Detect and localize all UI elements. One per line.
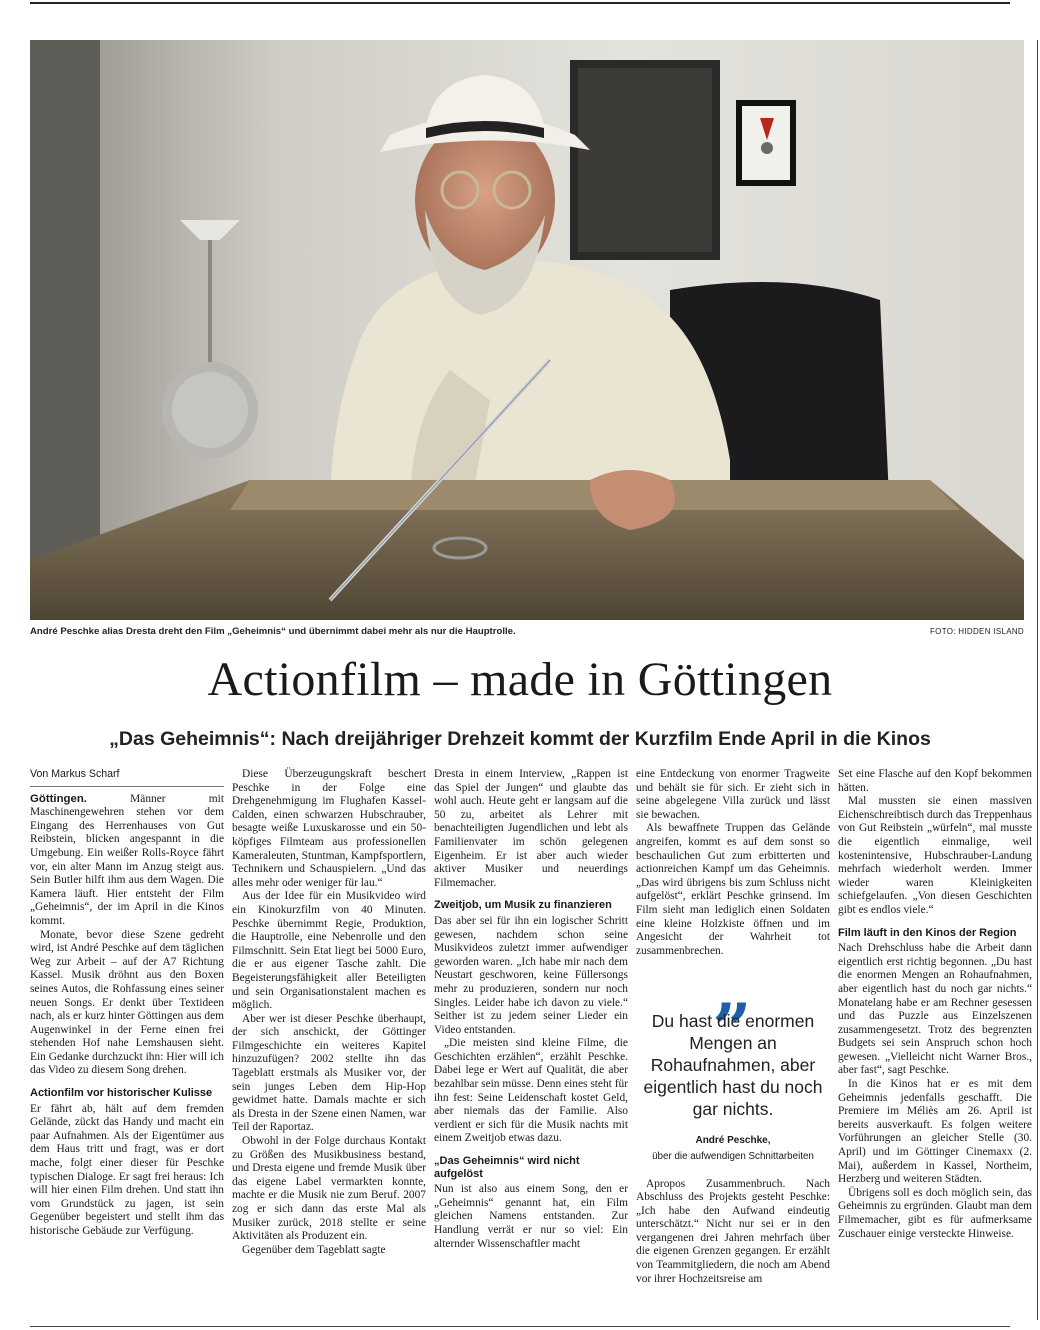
article-column-3 [434, 768, 628, 1251]
paragraph: Dresta in einem Interview, „Rappen ist das Spiel der Jungen“ und glaubte das wohl auch. Heute geht er langsam auf die 50 zu, arbeitet als Lehrer mit benachteiligten Jugendlichen und lebt als Familienvater im schön gelegenen Eigenheim. Er ist aber auch wieder aktiver Musiker und neuerdings Filmemacher. [434, 768, 628, 889]
article-column-5 [838, 768, 1032, 1241]
paragraph: Mal mussten sie einen massiven Eichenschreibtisch durch das Treppenhaus von Gut Reibstein „würfeln“, mal musste die eigentlich einmalige, weil kostenintensive, Hubschrauber-Landung mehrfach wiederholt werden. Immer wieder waren Kleinigkeiten schiefgelaufen. „Von diesen Geschichten gibt es endlos viele.“ [838, 795, 1032, 916]
paragraph: Monate, bevor diese Szene gedreht wird, ist André Peschke auf dem täglichen Weg zur Arbeit – auf der A7 Richtung Kassel. Musik dröhnt aus den Boxen seines Autos, die Rohfassung eines seiner neuen Songs. Er denkt über Textideen nach, als er kurz hinter Göttingen aus dem Augenwinkel in der Ferne einen frei stehenden Hof nahe Lemshausen sieht. Ein Gedanke durchzuckt ihn: Hier will ich das Video zu diesem Song drehen. [30, 928, 224, 1077]
paragraph: In die Kinos hat er es mit dem Geheimnis jedenfalls geschafft. Die Premiere im Méliès am 26. April ist bereits ausverkauft. Es folgen weitere Vorführungen an gleicher Stelle (30. April) und im Göttinger Cinemaxx (2. Mai), außerdem in Kassel, Northeim, Herzberg und weiteren Städten. [838, 1078, 1032, 1186]
paragraph: Aber wer ist dieser Peschke überhaupt, der sich anschickt, der Göttinger Filmgeschichte ein weiteres Kapitel hinzuzufügen? 2002 stellte ihn das Tageblatt erstmals als Musiker vor, der sein junges Leben dem Hip-Hop gewidmet hatte. Damals machte er sich als Dresta in der Szene einen Namen, war Teil der Raportaz. [232, 1012, 426, 1134]
section-heading: Actionfilm vor historischer Kulisse [30, 1087, 213, 1100]
section-heading: Film läuft in den Kinos der Region [838, 926, 1017, 939]
subheadline: „Das Geheimnis“: Nach dreijähriger Drehzeit kommt der Kurzfilm Ende April in die Kinos [109, 728, 931, 750]
paragraph: Diese Überzeugungskraft beschert Peschke in der Folge eine Drehgenehmigung im Flughafen Kassel-Calden, einen schwarzen Hubschrauber, besagte weiße Luxuskarosse und ein 50-köpfiges Filmteam aus professionellen Kameraleuten, Stuntman, Kampfsportlern, Technikern und Schauspielern. „Und das alles mehr oder weniger für lau.“ [232, 768, 426, 889]
article-photo [30, 40, 1024, 620]
paragraph: Nach Drehschluss habe die Arbeit dann eigentlich erst richtig begonnen. „Du hast die enormen Mengen an Rohaufnahmen, aber eigentlich hast du noch gar nichts.“ Monatelang habe er am Rechner gesessen und das Puzzle aus Einzelszenen zusammengesetzt. Trotz des begrenzten Budgets sei sein Anspruch schon hoch gewesen. „Vielleicht nicht Warner Bros., aber fast“, sagt Peschke. [838, 942, 1032, 1077]
quote-text: Du hast die enormen Mengen an Rohaufnahmen, aber eigentlich hast du noch gar nichts. [643, 1011, 823, 1120]
paragraph: Er fährt ab, hält auf dem fremden Gelände, zückt das Handy und macht ein paar Aufnahmen. Als der Eigentümer aus dem Haus tritt und fragt, was er dort mache, folgt einer dieser für Peschke typischen Dialoge. Er sagt frei heraus: Ich will hier einen Film drehen. Und statt ihn vom Grundstück zu jagen, ist sein Gegenüber begeistert und stellt ihm das historische Gebäude zur Verfügung. [30, 1102, 224, 1237]
article-column-4 [636, 768, 830, 1286]
byline: Von Markus Scharf [30, 768, 224, 787]
section-heading: Zweitjob, um Musik zu finanzieren [434, 899, 612, 912]
paragraph: „Die meisten sind kleine Filme, die Geschichten erzählen“, erzählt Peschke. Dabei lege er Wert auf Qualität, die aber bezahlbar sein müsse. Denn eines steht für ihn fest: Seine Leidenschaft kostet Geld, aber niemals das der Familie. Also verdient er sich für die Musik nachts mit einem Zweitjob etwas dazu. [434, 1037, 628, 1145]
paragraph: Das aber sei für ihn ein logischer Schritt gewesen, nachdem schon seine Musikvideos zuletzt immer aufwendiger geworden waren. „Ich habe mir nach dem Neustart geschworen, keine Füllersongs mehr zu produzieren, sondern nur noch Singles. Leider habe ich davon zu viele.“ Seither ist zu jedem seiner Lieder ein Video entstanden. [434, 914, 628, 1036]
photo-caption [30, 624, 1024, 640]
caption-text: André Peschke alias Dresta dreht den Film „Geheimnis“ und übernimmt dabei mehr als nur die Hauptrolle. [30, 626, 516, 637]
section-heading: „Das Geheimnis“ wird nicht aufgelöst [434, 1155, 580, 1180]
paragraph: Nun ist also aus einem Song, den er „Geheimnis“ genannt hat, ein Film gleichen Namens entstanden. Zur Handlung verrät er nur so viel: Ein alternder Wissenschaftler macht [434, 1183, 628, 1250]
photo-credit: FOTO: HIDDEN ISLAND [929, 627, 1024, 636]
paragraph: Obwohl in der Folge durchaus Kontakt zu Größen des Musikbusiness bestand, und Dresta eigene und fremde Musik über das eigene Label vermarkten konnte, machte er die Musik nie zum Beruf. 2007 zog er sich dann das erste Mal als Musiker zurück, 2018 stellte er seine Aktivitäten als Produzent ein. [232, 1135, 426, 1243]
article-column-1 [30, 768, 224, 1239]
quote-author: André Peschke, [695, 1135, 771, 1147]
top-rule [30, 2, 1010, 4]
paragraph: eine Entdeckung von enormer Tragweite und behält sie für sich. Er zieht sich in seine abgelegene Villa zurück und lässt sie bewachen. [636, 768, 830, 821]
paragraph: Göttingen. Männer mit Maschinengewehren stehen vor dem Eingang des Herrenhauses von Gut Reibstein, blicken angespannt in die Umgebung. Ein weißer Rolls-Royce fährt vor, ein alter Mann im Anzug steigt aus. Sein Butler hilft ihm aus dem Wagen. Die Kamera läuft. Hier entsteht der Film „Geheimnis“, der im April in die Kinos kommt. [30, 792, 224, 927]
quote-author-role: über die aufwendigen Schnittarbeiten [652, 1150, 814, 1162]
paragraph: Apropos Zusammenbruch. Nach Abschluss des Projekts gesteht Peschke: „Ich habe den Aufwand eindeutig unterschätzt.“ Nicht nur sei er in den vergangenen drei Jahren mehrfach über die eigenen Grenzen gegangen. Er erzählt von Teammitgliedern, die noch am Abend vor ihrer Hochzeitsreise am [636, 1177, 830, 1285]
bottom-rule [30, 1326, 1010, 1327]
paragraph: Übrigens soll es doch möglich sein, das Geheimnis zu ergründen. Glaubt man dem Filmemacher, gibt es für aufmerksame Zuschauer einige versteckte Hinweise. [838, 1186, 1032, 1240]
pull-quote [636, 950, 830, 1163]
paragraph: Set eine Flasche auf den Kopf bekommen hätten. [838, 768, 1032, 794]
paragraph: Als bewaffnete Truppen das Gelände angreifen, kommt es auf dem sonst so beschaulichen Gut zum erbitterten und actionreichen Kampf um das Geheimnis. „Das wird übrigens bis zum Schluss nicht aufgelöst“, erklärt Peschke grinsend. Im Film sieht man lediglich einen Soldaten eine kleine Holzkiste öffnen und im Angesicht der Wahrheit tot zusammenbrechen. [636, 822, 830, 957]
paragraph: Aus der Idee für ein Musikvideo wird ein Kinokurzfilm von 40 Minuten. Peschke übernimmt Regie, Produktion, die Hauptrolle, eine Nebenrolle und den Filmschnitt. Sein Etat liegt bei 5000 Euro, die er aus eigener Tasche zahlt. Die Begeisterungsfähigkeit aller Beteiligten und sein Organisationstalent machen es möglich. [232, 890, 426, 1012]
dateline: Göttingen. [30, 792, 87, 805]
quote-mark-icon: „ [713, 950, 753, 1031]
article-column-2 [232, 768, 426, 1257]
paragraph: Gegenüber dem Tageblatt sagte [242, 1243, 386, 1256]
headline: Actionfilm – made in Göttingen [207, 653, 833, 706]
